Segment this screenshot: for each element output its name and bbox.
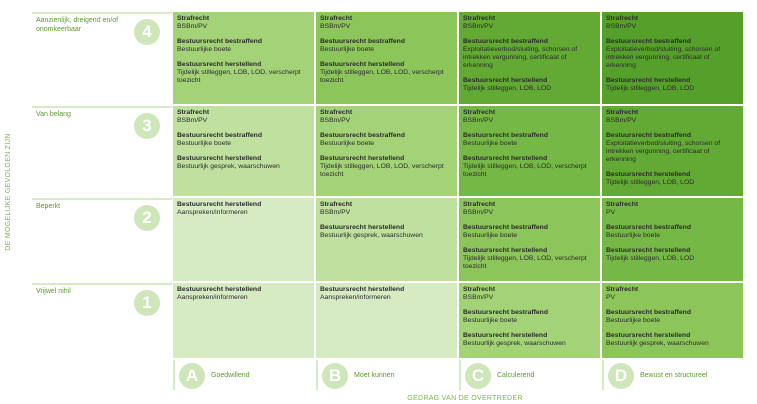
matrix-cell (459, 106, 602, 198)
measure-heading: Strafrecht (606, 15, 639, 22)
measure-block (606, 332, 739, 348)
measure-block (463, 38, 596, 70)
measure-block (463, 132, 596, 148)
matrix-cell (602, 198, 745, 283)
matrix-cell (173, 283, 316, 360)
matrix-cell (316, 106, 459, 198)
measure-text: Tijdelijk stilleggen, LOB, LOD, verscherpt toezicht (463, 255, 587, 270)
column-label: Goedwillend (211, 372, 250, 379)
measure-block (177, 61, 310, 85)
measure-block (606, 286, 739, 302)
column-letter-badge: A (179, 363, 205, 389)
matrix-cell (173, 198, 316, 283)
measure-text: Aanspreken/informeren (320, 294, 391, 301)
measure-block (320, 224, 453, 240)
measure-heading: Strafrecht (606, 201, 639, 208)
measure-text: PV (606, 209, 616, 216)
measure-text: Aanspreken/informeren (177, 209, 248, 216)
measure-text: BSBm/PV (320, 209, 351, 216)
measure-block (320, 61, 453, 85)
measure-text: BSBm/PV (463, 209, 494, 216)
measure-text: BSBm/PV (606, 23, 637, 30)
measure-heading: Bestuursrecht herstellend (606, 171, 691, 178)
matrix-cell (459, 283, 602, 360)
measure-text: BSBm/PV (463, 23, 494, 30)
measure-text: Bestuurlijke boete (177, 140, 232, 147)
row-number-badge: 1 (134, 290, 160, 316)
measure-block (463, 224, 596, 240)
row-label: Aanzienlijk, dreigend en/of onomkeerbaar (36, 17, 119, 33)
measure-block (177, 109, 310, 125)
measure-heading: Strafrecht (320, 201, 353, 208)
matrix-cell (602, 12, 745, 106)
measure-text: BSBm/PV (320, 117, 351, 124)
measure-heading: Bestuursrecht bestraffend (606, 38, 691, 45)
measure-heading: Strafrecht (463, 109, 496, 116)
measure-heading: Bestuursrecht herstellend (320, 155, 405, 162)
matrix-cell (316, 198, 459, 283)
measure-block (606, 38, 739, 70)
column-letter-badge: D (608, 363, 634, 389)
measure-block (463, 155, 596, 179)
measure-block (177, 38, 310, 54)
measure-text: Bestuurlijke boete (320, 46, 375, 53)
measure-block (463, 109, 596, 125)
measure-block (320, 15, 453, 31)
column-footer (316, 360, 459, 390)
x-axis-label: GEDRAG VAN DE OVERTREDER (407, 395, 523, 402)
measure-block (606, 247, 739, 263)
measure-block (463, 15, 596, 31)
measure-block (177, 15, 310, 31)
measure-heading: Bestuursrecht herstellend (606, 77, 691, 84)
measure-heading: Strafrecht (177, 109, 210, 116)
measure-heading: Bestuursrecht bestraffend (320, 38, 405, 45)
measure-block (320, 155, 453, 179)
measure-text: Bestuurlijke boete (463, 232, 518, 239)
measure-heading: Bestuursrecht herstellend (320, 61, 405, 68)
measure-text: Tijdelijk stilleggen, LOB, LOD (463, 85, 552, 92)
measure-block (320, 109, 453, 125)
measure-text: Bestuurlijk gesprek, waarschuwen (177, 163, 280, 170)
measure-block (463, 332, 596, 348)
measure-heading: Strafrecht (463, 15, 496, 22)
measure-block (606, 15, 739, 31)
measure-block (606, 201, 739, 217)
measure-block (177, 132, 310, 148)
measure-heading: Strafrecht (320, 15, 353, 22)
matrix-cell (173, 106, 316, 198)
measure-text: BSBm/PV (463, 117, 494, 124)
measure-text: Tijdelijk stilleggen, LOB, LOD, verscherpt toezicht (177, 69, 301, 84)
measure-block (463, 309, 596, 325)
y-axis-label: DE MOGELIJKE GEVOLGEN ZIJN (5, 133, 12, 251)
matrix-cell (602, 283, 745, 360)
measure-heading: Bestuursrecht herstellend (177, 201, 262, 208)
row-label: Beperkt (36, 203, 61, 210)
measure-block (177, 155, 310, 171)
measure-block (177, 286, 310, 302)
column-footer (459, 360, 602, 390)
measure-heading: Strafrecht (606, 109, 639, 116)
row-header (32, 12, 172, 108)
measure-heading: Bestuursrecht herstellend (320, 286, 405, 293)
measure-heading: Bestuursrecht bestraffend (463, 309, 548, 316)
measure-heading: Bestuursrecht herstellend (463, 247, 548, 254)
measure-text: Exploitatieverbod/sluiting, schorsen of intrekken vergunning, certificaat of erkenning (463, 46, 578, 69)
measure-text: BSBm/PV (606, 117, 637, 124)
measure-text: Bestuurlijk gesprek, waarschuwen (320, 232, 423, 239)
measure-block (606, 109, 739, 125)
measure-heading: Strafrecht (320, 109, 353, 116)
measure-text: Exploitatieverbod/sluiting, schorsen of intrekken vergunning, certificaat of erkenning (606, 46, 721, 69)
measure-block (320, 286, 453, 302)
measure-text: Bestuurlijke boete (606, 317, 661, 324)
column-letter-badge: C (465, 363, 491, 389)
column-label: Calculerend (497, 372, 535, 379)
matrix-cell (602, 106, 745, 198)
row-number-badge: 3 (134, 113, 160, 139)
matrix-cell (316, 12, 459, 106)
measure-text: Bestuurlijke boete (177, 46, 232, 53)
measure-heading: Bestuursrecht herstellend (320, 224, 405, 231)
matrix-cell (173, 12, 316, 106)
measure-heading: Bestuursrecht bestraffend (463, 38, 548, 45)
measure-heading: Strafrecht (606, 286, 639, 293)
column-footer (602, 360, 745, 390)
measure-block (320, 201, 453, 217)
measure-block (606, 309, 739, 325)
measure-heading: Bestuursrecht herstellend (463, 77, 548, 84)
measure-text: Exploitatieverbod/sluiting, schorsen of intrekken vergunning, certificaat of erkenning (606, 140, 721, 163)
measure-heading: Bestuursrecht bestraffend (463, 132, 548, 139)
measure-text: Tijdelijk stilleggen, LOB, LOD, verscherpt toezicht (320, 163, 444, 178)
measure-heading: Bestuursrecht herstellend (177, 286, 262, 293)
measure-heading: Bestuursrecht bestraffend (606, 132, 691, 139)
row-header (32, 198, 172, 285)
measure-text: Bestuurlijke boete (463, 140, 518, 147)
measure-heading: Bestuursrecht bestraffend (606, 224, 691, 231)
measure-text: Tijdelijk stilleggen, LOB, LOD (606, 255, 695, 262)
matrix-cell (459, 12, 602, 106)
measure-heading: Bestuursrecht herstellend (177, 61, 262, 68)
measure-text: BSBm/PV (463, 294, 494, 301)
measure-heading: Bestuursrecht bestraffend (606, 309, 691, 316)
measure-text: Tijdelijk stilleggen, LOB, LOD, verscherpt toezicht (320, 69, 444, 84)
measure-text: Tijdelijk stilleggen, LOB, LOD, verscherpt toezicht (463, 163, 587, 178)
row-header (32, 106, 172, 200)
measure-block (606, 171, 739, 187)
column-label: Bewust en structureel (640, 372, 708, 379)
measure-heading: Bestuursrecht bestraffend (463, 224, 548, 231)
measure-text: Bestuurlijke boete (606, 232, 661, 239)
measure-block (606, 224, 739, 240)
measure-block (606, 77, 739, 93)
measure-block (463, 77, 596, 93)
matrix-cell (459, 198, 602, 283)
measure-text: Tijdelijk stilleggen, LOB, LOD (606, 85, 695, 92)
measure-text: Bestuurlijk gesprek, waarschuwen (606, 340, 709, 347)
matrix-cell (316, 283, 459, 360)
row-label: Van belang (36, 111, 71, 118)
row-header (32, 283, 172, 362)
measure-text: Bestuurlijk gesprek, waarschuwen (463, 340, 566, 347)
row-number-badge: 4 (134, 19, 160, 45)
measure-block (320, 132, 453, 148)
row-label: Vrijwel nihil (36, 288, 71, 295)
measure-heading: Bestuursrecht herstellend (463, 155, 548, 162)
measure-block (606, 132, 739, 164)
measure-text: BSBm/PV (177, 117, 208, 124)
measure-text: Aanspreken/informeren (177, 294, 248, 301)
row-number-badge: 2 (134, 205, 160, 231)
measure-block (463, 247, 596, 271)
measure-text: Bestuurlijke boete (463, 317, 518, 324)
measure-heading: Bestuursrecht herstellend (177, 155, 262, 162)
measure-heading: Bestuursrecht herstellend (463, 332, 548, 339)
measure-block (463, 201, 596, 217)
measure-block (177, 201, 310, 217)
column-footer (173, 360, 316, 390)
measure-text: Tijdelijk stilleggen, LOB, LOD (606, 179, 695, 186)
measure-heading: Bestuursrecht bestraffend (177, 132, 262, 139)
measure-heading: Bestuursrecht bestraffend (177, 38, 262, 45)
measure-heading: Strafrecht (177, 15, 210, 22)
column-label: Moet kunnen (354, 372, 395, 379)
measure-text: Bestuurlijke boete (320, 140, 375, 147)
measure-block (320, 38, 453, 54)
measure-heading: Strafrecht (463, 201, 496, 208)
column-letter-badge: B (322, 363, 348, 389)
measure-heading: Bestuursrecht herstellend (606, 332, 691, 339)
measure-block (463, 286, 596, 302)
measure-heading: Bestuursrecht bestraffend (320, 132, 405, 139)
measure-text: BSBm/PV (320, 23, 351, 30)
measure-text: PV (606, 294, 616, 301)
measure-text: BSBm/PV (177, 23, 208, 30)
measure-heading: Bestuursrecht herstellend (606, 247, 691, 254)
measure-heading: Strafrecht (463, 286, 496, 293)
